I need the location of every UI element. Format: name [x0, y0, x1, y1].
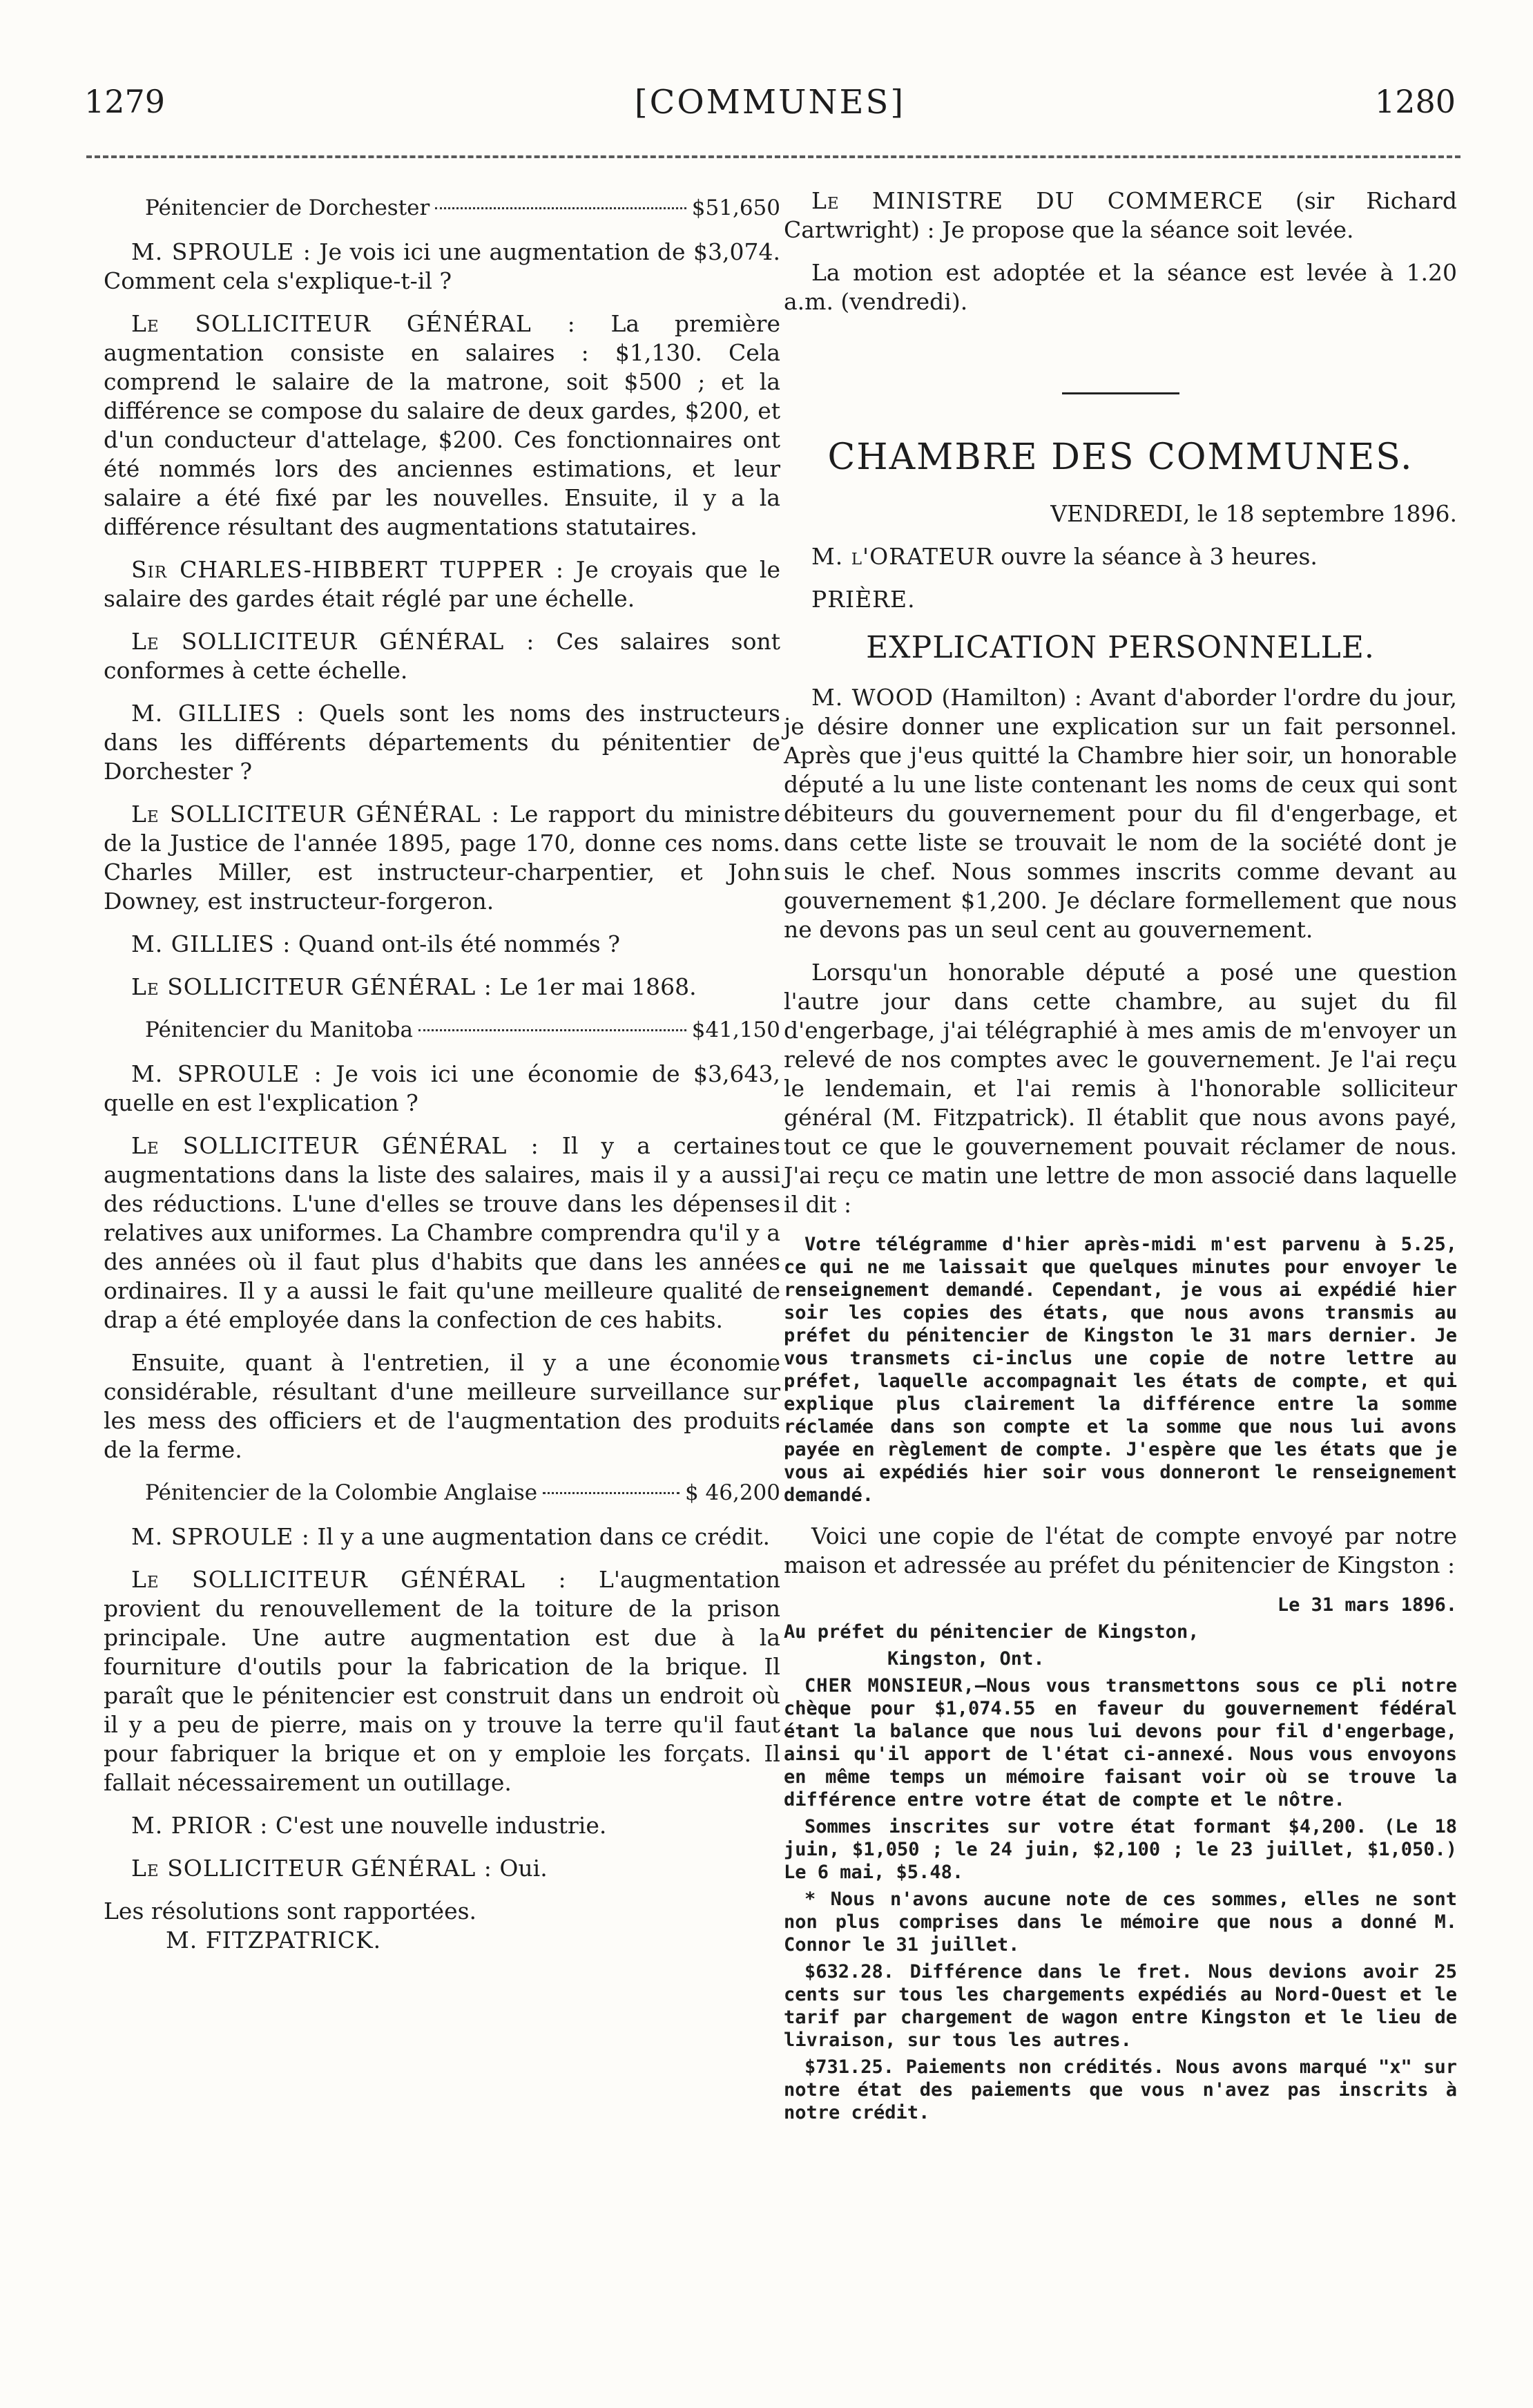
speech: Il y a une augmentation dans ce crédit.	[309, 1523, 770, 1550]
speech: Ces salaires sont conformes à cette échelle.	[104, 628, 780, 684]
speaker: Le SOLLICITEUR GÉNÉRAL :	[131, 628, 535, 655]
left-column	[104, 187, 780, 1969]
paragraph	[104, 1811, 780, 1840]
paragraph	[104, 930, 780, 959]
right-column	[784, 187, 1457, 2139]
speech: Je vois ici une augmentation de $3,074. Comment cela s'explique-t-il ?	[104, 238, 780, 294]
header-rule	[86, 155, 1460, 158]
speaker: Le SOLLICITEUR GÉNÉRAL :	[131, 1855, 492, 1882]
quote-paragraph: $731.25. Paiements non crédités. Nous avons marqué "x" sur notre état des paiements que vous n'avez pas inscrits à notre crédit.	[784, 2056, 1457, 2123]
quote-address: Au préfet du pénitencier de Kingston,	[784, 1621, 1199, 1643]
speech: (Hamilton) : Avant d'aborder l'ordre du jour, je désire donner une explication sur un fait personnel. Après que j'eus quitté la Chambre hier soir, un honorable député a lu une liste contenant les noms de ceux qui sont débiteurs du gouvernement pour du fil d'engerbage, et dans cette liste se trouvait le nom de la société dont je suis le chef. Nous sommes inscrits comme devant au gouvernement $1,200. Je déclare formellement que nous ne devons pas un seul cent au gouvernement.	[784, 684, 1457, 943]
salutation: CHER MONSIEUR,	[804, 1675, 975, 1697]
paragraph	[104, 555, 780, 613]
section-divider	[1062, 392, 1179, 394]
signer: M. FITZPATRICK.	[166, 1927, 382, 1953]
page-header	[76, 83, 1464, 138]
speech: ouvre la séance à 3 heures.	[993, 543, 1318, 570]
paragraph: Ensuite, quant à l'entretien, il y a une économie considérable, résultant d'une meilleure surveillance sur les mess des officiers et de l'augmentation des produits de la ferme.	[104, 1349, 780, 1463]
speaker: M. WOOD	[811, 684, 934, 711]
paragraph	[104, 1060, 780, 1118]
paragraph	[104, 1522, 780, 1551]
leader-dots	[418, 1029, 686, 1031]
speaker: Le SOLLICITEUR GÉNÉRAL :	[131, 801, 500, 828]
page-number-right: 1280	[1374, 83, 1456, 120]
paragraph	[104, 800, 780, 916]
paragraph	[784, 542, 1457, 571]
quote-paragraph: Sommes inscrites sur votre état formant $4,200. (Le 18 juin, $1,050 ; le 24 juin, $2,100 ; le 23 juillet, $1,050.) Le 6 mai, $5.48.	[784, 1816, 1457, 1883]
session-date: VENDREDI, le 18 septembre 1896.	[1050, 500, 1457, 527]
quoted-statement	[784, 1594, 1457, 2124]
page-number-left: 1279	[84, 83, 166, 120]
budget-item-amount: $ 46,200	[684, 1480, 780, 1505]
speaker: M. GILLIES :	[131, 700, 305, 727]
speech: La première augmentation consiste en salaires : $1,130. Cela comprend le salaire de la matrone, soit $500 ; et la différence se compose du salaire de deux gardes, $200, et d'un conducteur d'attelage, $200. Ces fonctionnaires ont été nommés lors des anciennes estimations, et leur salaire a été fixé par les nouvelles. Ensuite, il y a la différence résultant des augmentations statutaires.	[104, 310, 780, 540]
speaker: M. GILLIES :	[131, 930, 291, 957]
paragraph	[784, 683, 1457, 944]
speaker: M. SPROULE :	[131, 1060, 322, 1087]
speech: Quels sont les noms des instructeurs dans les différents départements du pénitentier de Dorchester ?	[104, 700, 780, 785]
leader-dots	[543, 1492, 679, 1494]
speaker: M. l'ORATEUR	[811, 543, 994, 570]
speech: Il y a certaines augmentations dans la liste des salaires, mais il y a aussi des réductions. L'une d'elles se trouve dans les dépenses relatives aux uniformes. La Chambre comprendra qu'il y a des années où il faut plus d'habits que dans les années ordinaires. Il y a aussi le fait qu'une meilleure qualité de drap a été employée dans la confection de ces habits.	[104, 1132, 780, 1333]
speech: (sir Richard Cartwright) : Je propose que la séance soit levée.	[784, 187, 1457, 243]
quote-text: —Nous vous transmettons sous ce pli notre chèque pour $1,074.55 en faveur du gouvernement fédéral étant la balance que nous lui devons pour fil d'engerbage, ainsi qu'il apport de l'état ci-annexé. Nous vous envoyons en même temps un mémoire faisant voir où se trouve la différence entre votre état de compte et le nôtre.	[784, 1675, 1457, 1810]
priere-label: PRIÈRE.	[811, 586, 916, 613]
quote-paragraph: * Nous n'avons aucune note de ces sommes, elles ne sont non plus comprises dans le mémoire que nous a donné M. Connor le 31 juillet.	[784, 1889, 1457, 1956]
quote-address-city: Kingston, Ont.	[887, 1648, 1045, 1670]
speech: Je croyais que le salaire des gardes était réglé par une échelle.	[104, 556, 780, 612]
speech: Le rapport du ministre de la Justice de l'année 1895, page 170, donne ces noms. Charles Miller, est instructeur-charpentier, et John Downey, est instructeur-forgeron.	[104, 801, 780, 915]
speech: Quand ont-ils été nommés ?	[291, 930, 620, 957]
quote-paragraph: $632.28. Différence dans le fret. Nous devions avoir 25 cents sur tous les chargements expédiés au Nord-Ouest et le tarif par chargement de wagon entre Kingston et le lieu de livraison, sur tous les autres.	[784, 1961, 1457, 2051]
paragraph	[104, 973, 780, 1002]
speaker: Le SOLLICITEUR GÉNÉRAL :	[131, 1566, 567, 1593]
speaker: M. SPROULE :	[131, 238, 311, 265]
budget-item-colombie	[145, 1478, 780, 1507]
budget-item-manitoba	[145, 1015, 780, 1044]
paragraph	[104, 1854, 780, 1883]
paragraph	[104, 699, 780, 786]
paragraph: Lorsqu'un honorable député a posé une question l'autre jour dans cette chambre, au sujet du fil d'engerbage, j'ai télégraphié à mes amis de m'envoyer un relevé de nos comptes avec le gouvernement. Je l'ai reçu le lendemain, et l'ai remis à l'honorable solliciteur général (M. Fitzpatrick). Il établit que nous avons payé, tout ce que le gouvernement pouvait réclamer de nous. J'ai reçu ce matin une lettre de mon associé dans laquelle il dit :	[784, 959, 1457, 1218]
speaker: M. SPROULE :	[131, 1523, 310, 1550]
speaker: Sir CHARLES-HIBBERT TUPPER :	[131, 556, 564, 583]
budget-item-label: Pénitencier de la Colombie Anglaise	[145, 1480, 538, 1505]
quote-date: Le 31 mars 1896.	[1277, 1594, 1457, 1616]
speaker: M. PRIOR :	[131, 1812, 269, 1839]
section-title: CHAMBRE DES COMMUNES.	[827, 437, 1414, 478]
paragraph	[104, 1131, 780, 1335]
budget-item-label: Pénitencier de Dorchester	[145, 195, 430, 220]
speaker: Le SOLLICITEUR GÉNÉRAL :	[131, 1132, 539, 1159]
speech: Le 1er mai 1868.	[492, 973, 697, 1000]
speaker: Le MINISTRE DU COMMERCE	[811, 187, 1264, 214]
quoted-letter	[784, 1233, 1457, 1507]
section-subtitle: EXPLICATION PERSONNELLE.	[866, 630, 1375, 665]
paragraph	[784, 187, 1457, 245]
budget-item-amount: $41,150	[691, 1017, 780, 1042]
speech: C'est une nouvelle industrie.	[268, 1812, 607, 1839]
paragraph	[104, 238, 780, 296]
quote-paragraph	[784, 1674, 1457, 1811]
speech: L'augmentation provient du renouvellement de la toiture de la prison principale. Une autre augmentation est due à la fourniture d'outils pour la fabrication de la brique. Il paraît que le pénitencier est construit dans un endroit où il y a peu de pierre, mais on y trouve la terre qu'il faut pour fabriquer la brique et on y emploie les forçats. Il fallait nécessairement un outillage.	[104, 1566, 780, 1796]
quote-paragraph: Votre télégramme d'hier après-midi m'est parvenu à 5.25, ce qui ne me laissait que quelques minutes pour envoyer le renseignement demandé. Cependant, je vous ai expédié hier soir les copies des états, que nous avons transmis au préfet du pénitencier de Kingston le 31 mars dernier. Je vous transmets ci-inclus une copie de notre lettre au préfet, laquelle accompagnait les états de compte, et qui explique plus clairement la différence entre la somme réclamée dans son compte et la somme que nous lui avons payée en règlement de compte. J'espère que les états que je vous ai expédiés hier soir vous donneront le renseignement demandé.	[784, 1234, 1457, 1506]
paragraph: Voici une copie de l'état de compte envoyé par notre maison et adressée au préfet du pénitencier de Kingston :	[784, 1522, 1457, 1578]
running-title: [COMMUNES]	[634, 83, 906, 122]
budget-item-label: Pénitencier du Manitoba	[145, 1017, 413, 1042]
speaker: Le SOLLICITEUR GÉNÉRAL :	[131, 310, 576, 337]
speech: Je vois ici une économie de $3,643, quelle en est l'explication ?	[104, 1060, 780, 1116]
speaker: Le SOLLICITEUR GÉNÉRAL :	[131, 973, 492, 1000]
closing-note	[104, 1897, 780, 1955]
leader-dots	[435, 207, 686, 209]
budget-item-dorchester	[145, 193, 780, 222]
paragraph	[104, 627, 780, 685]
speech: Oui.	[492, 1855, 548, 1882]
paragraph	[104, 1565, 780, 1797]
paragraph: La motion est adoptée et la séance est levée à 1.20 a.m. (vendredi).	[784, 259, 1457, 315]
closing-text: Les résolutions sont rapportées.	[104, 1898, 477, 1924]
paragraph	[104, 309, 780, 542]
budget-item-amount: $51,650	[691, 195, 780, 220]
